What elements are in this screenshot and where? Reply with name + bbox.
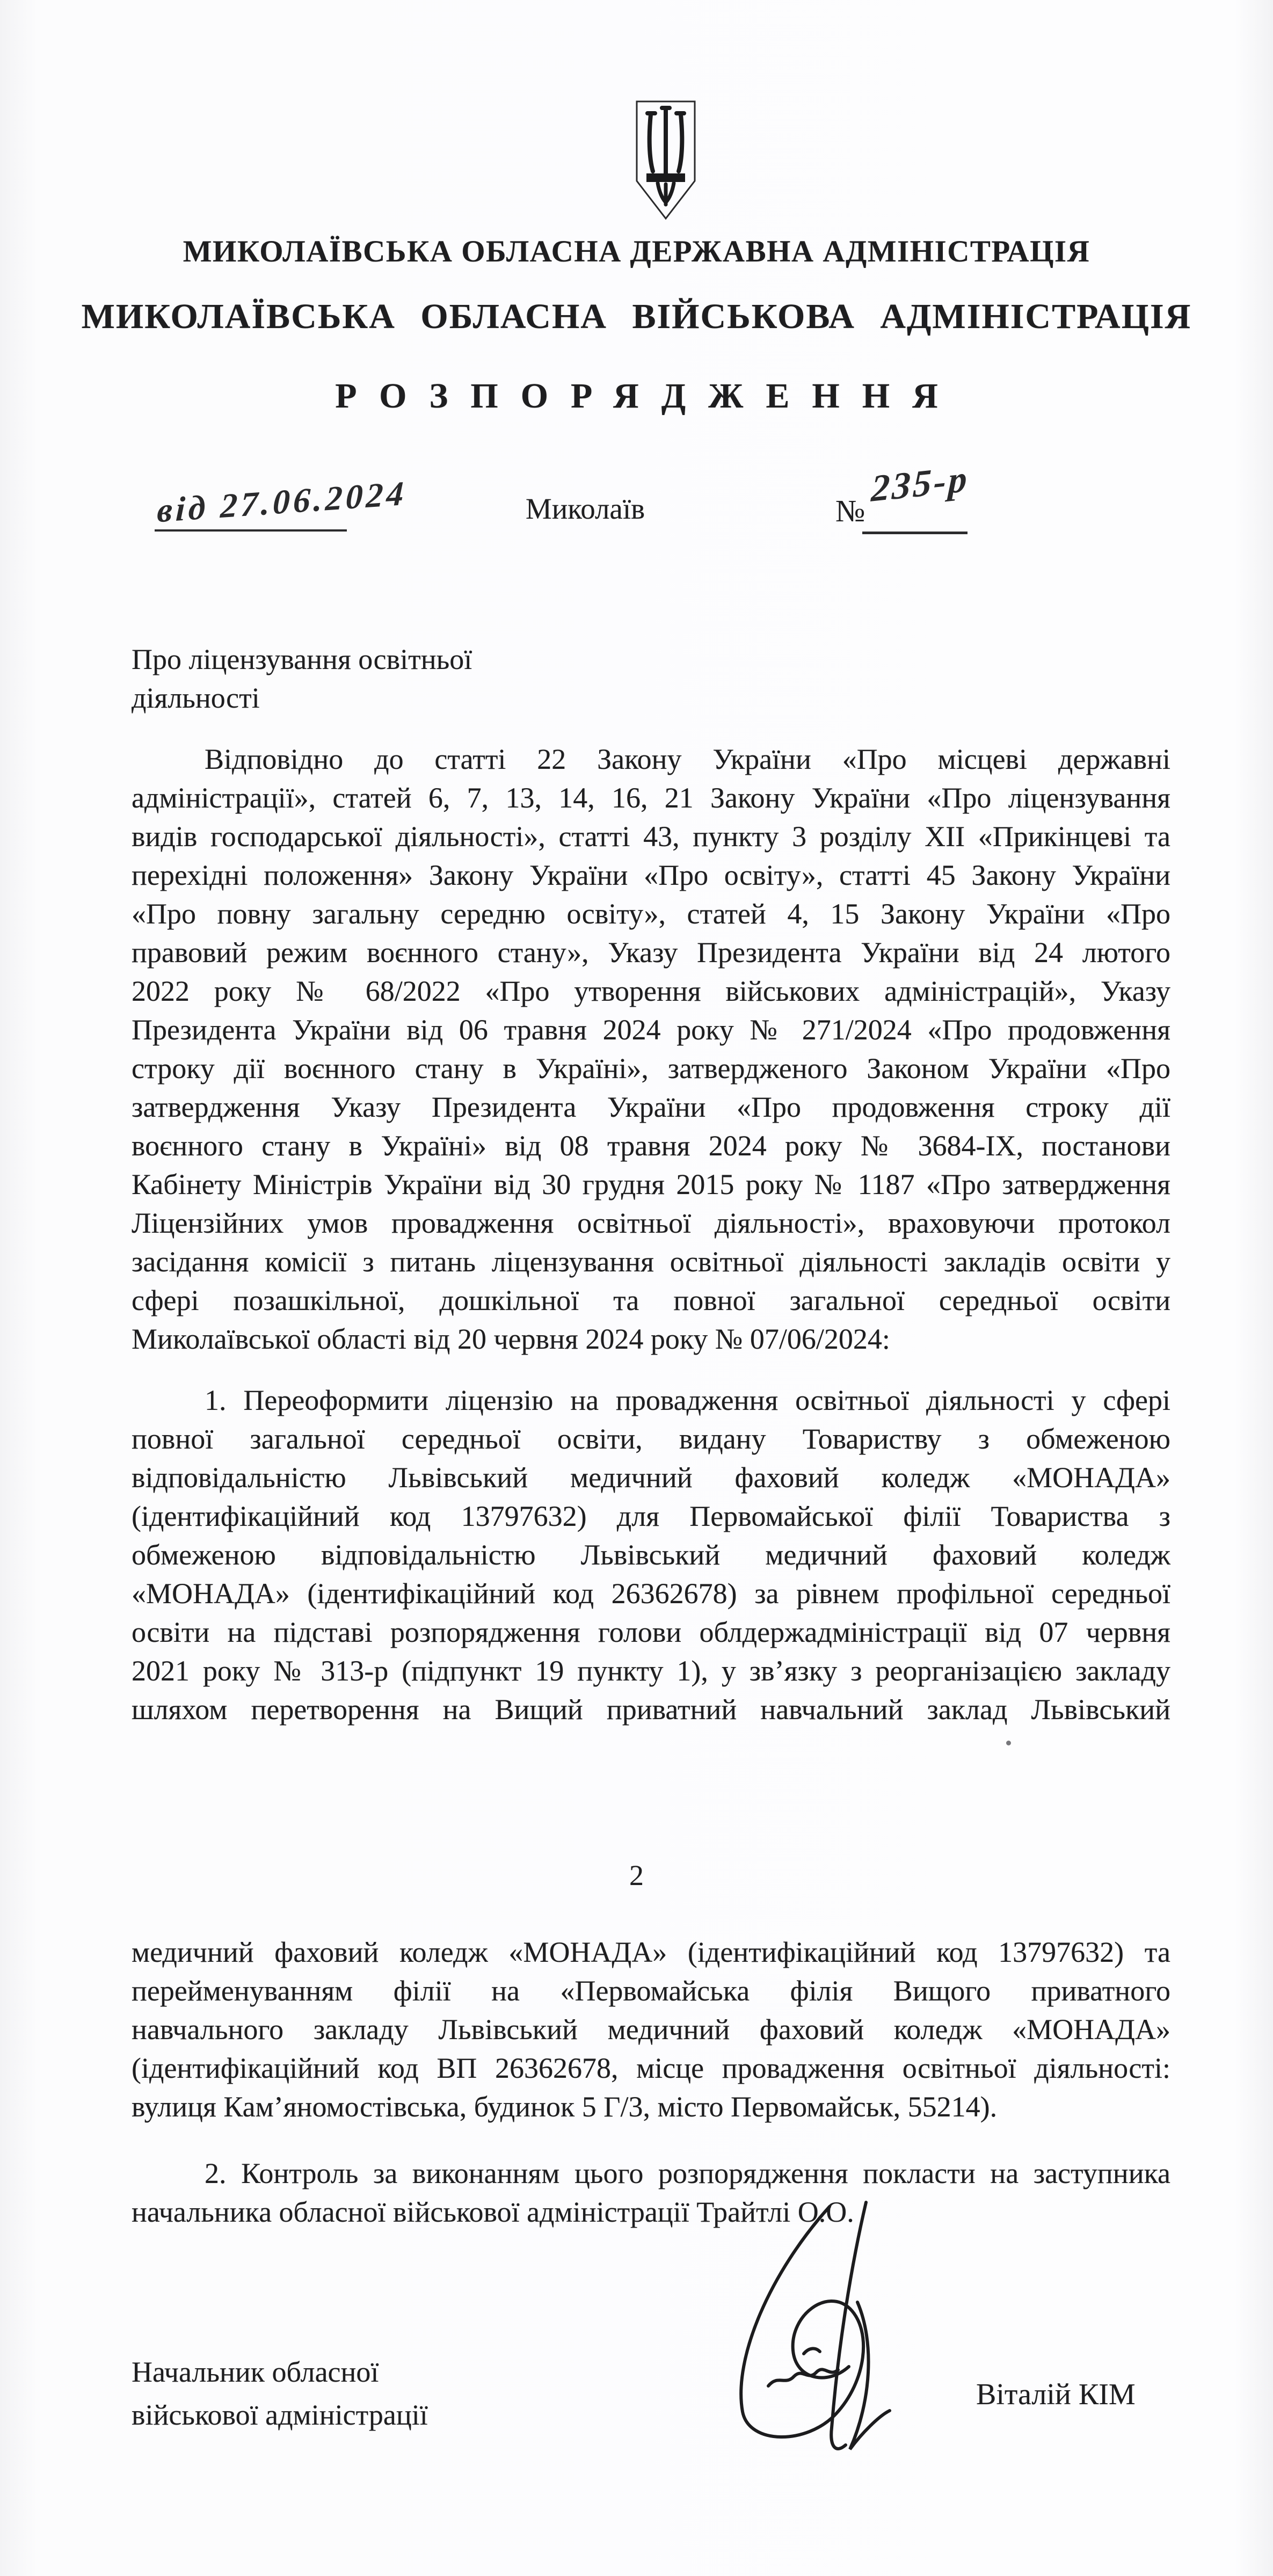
- document-type-title: РОЗПОРЯДЖЕННЯ: [335, 376, 961, 416]
- subject-block: [132, 640, 1170, 717]
- text-line: вулиця Кам’яномостівська, будинок 5 Г/3, місто Первомайськ, 55214).: [132, 2091, 998, 2123]
- item-1-paragraph-page2: [132, 1933, 1170, 2126]
- text-line: Кабінету Міністрів України від 30 грудня 2015 року № 1187 «Про затвердження: [132, 1168, 1170, 1200]
- handwritten-document-number: 235-р: [870, 458, 970, 510]
- text-line: 2022 року № 68/2022 «Про утворення військових адміністрацій», Указу: [132, 975, 1170, 1007]
- text-line: перейменуванням філії на «Первомайська філія Вищого приватного: [132, 1975, 1170, 2007]
- signatory-position: [132, 2351, 540, 2436]
- city-label: Миколаїв: [525, 492, 645, 525]
- signatory-position-line1: Начальник обласної: [132, 2356, 379, 2388]
- text-line: засідання комісії з питань ліцензування освітньої діяльності закладів освіти у: [132, 1246, 1170, 1278]
- text-line: «МОНАДА» (ідентифікаційний код 26362678) за рівнем профільної середньої: [132, 1577, 1170, 1610]
- text-line: Ліцензійних умов провадження освітньої діяльності», враховуючи протокол: [132, 1207, 1170, 1239]
- text-line: діяльності: [132, 682, 260, 714]
- item-1-paragraph-page1: [132, 1381, 1170, 1729]
- number-underline: [862, 532, 968, 534]
- signatory-name: Віталій КІМ: [976, 2378, 1136, 2411]
- text-line: строку дії воєнного стану в Україні», затвердженого Законом України «Про: [132, 1052, 1170, 1085]
- text-line: перехідні положення» Закону України «Про освіту», статті 45 Закону України: [132, 859, 1170, 891]
- text-line: (ідентифікаційний код 13797632) для Первомайської філії Товариства з: [132, 1500, 1170, 1532]
- signatory-position-line2: військової адміністрації: [132, 2399, 428, 2431]
- text-line: 1. Переоформити ліцензію на провадження освітньої діяльності у сфері: [205, 1384, 1170, 1416]
- text-line: медичний фаховий коледж «МОНАДА» (ідентифікаційний код 13797632) та: [132, 1936, 1170, 1968]
- text-line: начальника обласної військової адміністрації Трайтлі О.О.: [132, 2196, 854, 2228]
- text-line: затвердження Указу Президента України «Про продовження строку дії: [132, 1091, 1170, 1123]
- text-line: освіти на підставі розпорядження голови облдержадміністрації від 07 червня: [132, 1616, 1170, 1648]
- page-number: 2: [629, 1859, 644, 1891]
- text-line: адміністрації», статей 6, 7, 13, 14, 16, 21 Закону України «Про ліцензування: [132, 782, 1170, 814]
- text-line: повної загальної середньої освіти, видану Товариству з обмеженою: [132, 1423, 1170, 1455]
- text-line: сфері позашкільної, дошкільної та повної загальної середньої освіти: [132, 1284, 1170, 1316]
- number-sign: №: [835, 493, 865, 528]
- org-name-military-administration: МИКОЛАЇВСЬКА ОБЛАСНА ВІЙСЬКОВА АДМІНІСТРАЦІЯ: [81, 297, 1192, 336]
- text-line: воєнного стану в Україні» від 08 травня 2024 року № 3684-ІХ, постанови: [132, 1130, 1170, 1162]
- handwritten-signature: [668, 2197, 969, 2476]
- org-name-state-administration: МИКОЛАЇВСЬКА ОБЛАСНА ДЕРЖАВНА АДМІНІСТРАЦІЯ: [183, 235, 1090, 268]
- text-line: обмеженою відповідальністю Львівський медичний фаховий коледж: [132, 1539, 1170, 1571]
- text-line: навчального закладу Львівський медичний фаховий коледж «МОНАДА»: [132, 2013, 1170, 2046]
- preamble-paragraph: [132, 740, 1170, 1358]
- text-line: Президента України від 06 травня 2024 року № 271/2024 «Про продовження: [132, 1014, 1170, 1046]
- scan-speck: [1006, 1741, 1011, 1745]
- ukraine-trident-emblem: [632, 98, 699, 222]
- text-line: відповідальністю Львівський медичний фаховий коледж «МОНАДА»: [132, 1461, 1170, 1494]
- text-line: 2021 року № 313-р (підпункт 19 пункту 1), у зв’язку з реорганізацією закладу: [132, 1655, 1170, 1687]
- text-line: видів господарської діяльності», статті 43, пункту 3 розділу ХІІ «Прикінцеві та: [132, 820, 1170, 853]
- text-line: (ідентифікаційний код ВП 26362678, місце провадження освітньої діяльності:: [132, 2052, 1170, 2084]
- text-line: Про ліцензування освітньої: [132, 643, 472, 675]
- text-line: 2. Контроль за виконанням цього розпорядження покласти на заступника: [205, 2157, 1170, 2189]
- text-line: правовий режим воєнного стану», Указу Президента України від 24 лютого: [132, 936, 1170, 969]
- date-underline: [155, 529, 347, 532]
- text-line: «Про повну загальну середню освіту», статей 4, 15 Закону України «Про: [132, 898, 1170, 930]
- text-line: Миколаївської області від 20 червня 2024 року № 07/06/2024:: [132, 1323, 890, 1355]
- text-line: Відповідно до статті 22 Закону України «Про місцеві державні: [205, 743, 1170, 775]
- handwritten-date: від 27.06.2024: [156, 474, 408, 530]
- text-line: шляхом перетворення на Вищий приватний навчальний заклад Львівський: [132, 1693, 1170, 1726]
- item-2-paragraph: [132, 2154, 1170, 2231]
